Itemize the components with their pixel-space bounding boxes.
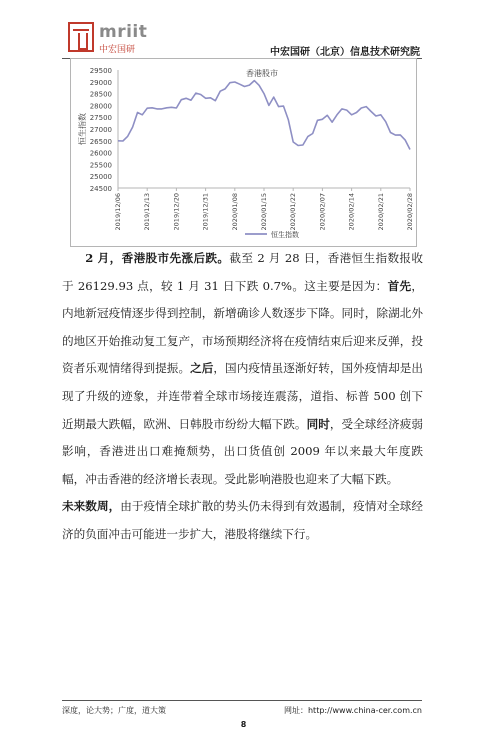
y-axis-title: 恒生指数 (78, 113, 87, 145)
page-number: 8 (240, 720, 247, 729)
x-tick-label: 2019/12/13 (143, 193, 152, 231)
x-tick-label: 2020/02/21 (376, 193, 385, 231)
chart-title: 香港股市 (246, 69, 278, 78)
paragraph-2-lead: 未来数周， (62, 499, 121, 514)
x-tick-label: 2020/02/07 (318, 193, 327, 231)
x-tick-label: 2020/01/15 (260, 193, 268, 231)
y-tick-label: 28500 (89, 90, 112, 99)
y-tick-label: 25000 (89, 173, 112, 182)
y-tick-label: 26000 (89, 149, 112, 158)
footer-website: 网址：http://www.china-cer.com.cn (283, 706, 422, 715)
chart-svg (70, 58, 418, 248)
mriit-logo (68, 22, 180, 54)
paragraph-2-text: 由于疫情全球扩散的势头仍未得到有效遏制，疫情对全球经济的负面冲击可能进一步扩大，港股将继续下行。 (62, 499, 423, 541)
x-tick-label: 2020/02/28 (406, 193, 414, 231)
hang-seng-chart (70, 58, 418, 248)
paragraph-1-text-a: 截至 2 月 28 日，香港恒生指数报收于 26129.93 点，较 1 月 31 日下跌 0.7%。这主要是因为： (62, 251, 423, 293)
logo-subtext: 中宏国研 (99, 45, 136, 55)
y-tick-label: 27000 (89, 126, 112, 134)
paragraph-2 (62, 493, 423, 548)
paragraph-1-lead: 2 月，香港股市先涨后跌。 (85, 251, 230, 265)
keyword-meanwhile: 同时 (306, 416, 330, 431)
x-tick-label: 2020/01/08 (230, 193, 239, 231)
paragraph-1-text-b: ，内地新冠疫情逐步得到控制，新增确诊人数逐步下降。同时，除湖北外的地区开始推动复工复产，市场预期经济将在疫情结束后迎来反弹，投资者乐观情绪得到提振。 (62, 278, 423, 376)
keyword-after: 之后 (190, 361, 214, 376)
logo-text: mriit (99, 22, 148, 42)
paragraph-1-text-c: ，国内疫情虽逐渐好转，国外疫情却是出现了升级的迹象，并连带着全球市场接连震荡，道指、标普 500 创下近期最大跌幅，欧洲、日韩股市纷纷大幅下跌。 (62, 361, 423, 431)
x-tick-label: 2019/12/06 (114, 193, 122, 231)
x-tick-label: 2020/02/14 (347, 193, 356, 231)
x-tick-label: 2019/12/31 (201, 193, 210, 231)
x-tick-label: 2019/12/20 (172, 193, 181, 231)
y-tick-label: 29500 (89, 67, 112, 75)
y-tick-label: 27500 (89, 114, 112, 123)
paragraph-1 (62, 245, 423, 493)
y-tick-label: 29000 (89, 78, 112, 87)
y-tick-label: 28000 (89, 102, 112, 111)
legend-label: 恒生指数 (271, 231, 299, 239)
footer-divider (62, 700, 422, 701)
footer-slogan: 深度，论大势；广度，道大策 (62, 706, 166, 715)
y-tick-label: 24500 (89, 185, 112, 193)
keyword-first: 首先 (387, 278, 412, 293)
y-tick-label: 25500 (89, 161, 112, 170)
x-tick-label: 2020/01/22 (289, 193, 298, 231)
header-title: 中宏国研（北京）信息技术研究院 (270, 47, 420, 58)
y-tick-label: 26500 (89, 137, 112, 146)
article-body (62, 245, 423, 549)
paragraph-1-text-d: ，受全球经济疲弱影响，香港进出口难掩颓势，出口货值创 2009 年以来最大年度跌幅，冲击香港的经济增长表现。受此影响港股也迎来了大幅下跌。 (62, 416, 423, 486)
logo-emblem-icon (68, 22, 94, 52)
page-header (0, 0, 487, 62)
